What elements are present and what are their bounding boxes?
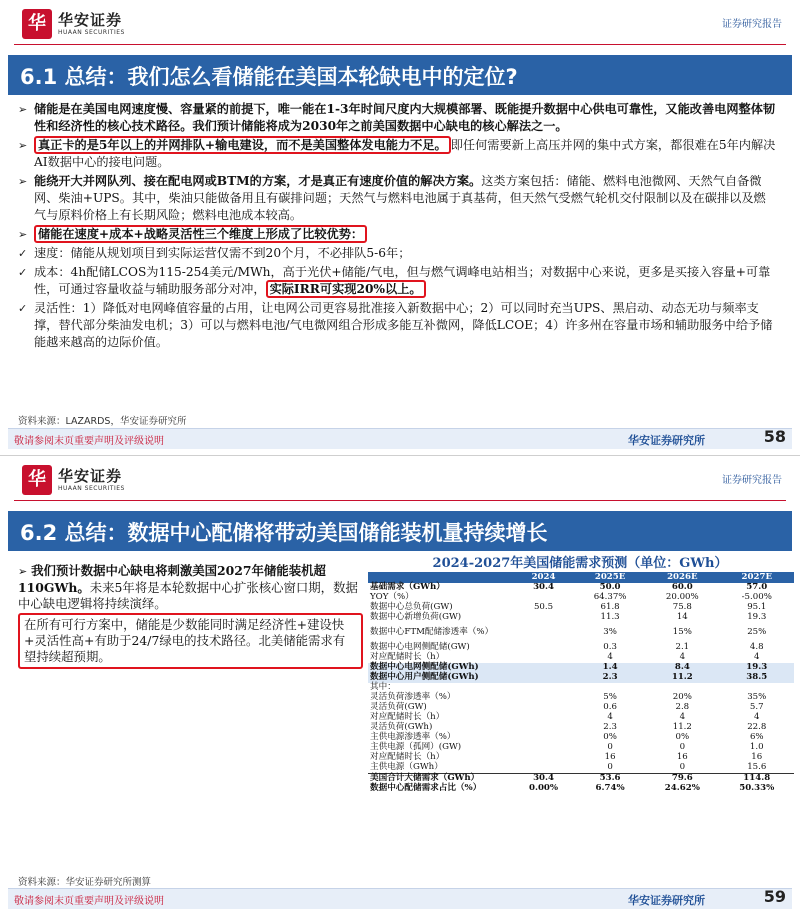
source-note: 资料来源：LAZARDS，华安证券研究所 — [18, 416, 187, 427]
table-cell: 4.8 — [749, 642, 764, 653]
table-cell: 8.4 — [645, 663, 719, 673]
table-cell: 16 — [676, 752, 688, 763]
check-icon: ✓ — [18, 266, 28, 279]
table-cell: 15.6 — [747, 762, 767, 773]
table-body — [368, 583, 794, 794]
bullet-paragraph — [18, 173, 776, 224]
table-cell: 0 — [607, 762, 613, 773]
table-row — [368, 784, 794, 794]
table-cell: 30.4 — [512, 774, 575, 785]
disclaimer-link[interactable]: 敬请参阅末页重要声明及评级说明 — [14, 896, 164, 907]
row-label: 美国合计大储需求（GWh） — [368, 774, 512, 785]
table-cell: 4 — [679, 712, 686, 723]
logo-chinese-name: 华安证券 — [58, 11, 123, 29]
table-cell: 53.6 — [575, 774, 645, 785]
row-label: 主供电源（GWh） — [370, 762, 443, 773]
slide-title: 6.2 总结：数据中心配储将带动美国储能装机量持续增长 — [20, 521, 548, 545]
logo-mark-icon: 华 — [22, 9, 52, 39]
table-cell: 1.4 — [575, 663, 645, 673]
check-item — [18, 264, 776, 298]
table-cell — [512, 733, 575, 743]
table-cell: 38.5 — [720, 673, 794, 683]
table-cell: 20.00% — [665, 592, 699, 603]
slide-title: 6.1 总结：我们怎么看储能在美国本轮缺电中的定位? — [20, 65, 518, 89]
arrow-bullet-icon: ➢ — [18, 139, 28, 152]
table-cell — [512, 683, 575, 693]
table-cell: 95.1 — [747, 602, 767, 613]
row-label: 数据中心配储需求占比（%） — [370, 783, 482, 794]
table-cell: 35% — [747, 692, 767, 703]
table-cell: 50.5 — [533, 602, 554, 613]
table-cell: 19.3 — [720, 663, 794, 673]
row-label: 灵活负荷(GW) — [370, 702, 427, 713]
footer-institute: 华安证券研究所 — [628, 894, 705, 907]
column-header: 2027E — [720, 572, 794, 583]
table-cell: 5% — [603, 692, 617, 703]
highlight-box-text: 真正卡的是5年以上的并网排队+输电建设，而不是美国整体发电能力不足。 — [34, 136, 451, 154]
page-number: 59 — [763, 887, 786, 906]
row-label: 数据中心电网侧配储(GW) — [370, 642, 470, 653]
table-cell: 2.3 — [603, 722, 617, 733]
slide-body — [18, 101, 776, 353]
arrow-bullet-icon: ➢ — [18, 228, 28, 241]
footer-institute: 华安证券研究所 — [628, 434, 705, 447]
slide-58 — [0, 0, 800, 455]
row-label: 数据中心用户侧配储(GWh) — [368, 673, 512, 683]
table-cell: 0 — [679, 742, 686, 753]
table-cell: 11.3 — [600, 612, 620, 623]
highlight-box — [18, 613, 363, 669]
table-cell: 2.8 — [675, 702, 690, 713]
table-cell: 14 — [676, 612, 688, 623]
table-cell — [512, 613, 575, 623]
row-label: 数据中心FTM配储渗透率（%） — [370, 627, 494, 638]
table-cell: 15% — [672, 627, 692, 638]
table-cell — [512, 753, 575, 763]
bullet-paragraph — [18, 226, 776, 243]
check-icon: ✓ — [18, 247, 28, 260]
logo-chinese-name: 华安证券 — [58, 467, 123, 485]
arrow-bullet-icon: ➢ — [18, 175, 28, 188]
disclaimer-link[interactable]: 敬请参阅末页重要声明及评级说明 — [14, 436, 164, 447]
table-cell — [512, 743, 575, 753]
table-row — [368, 693, 794, 703]
slide-title-bar — [8, 511, 792, 551]
table-cell — [512, 673, 575, 683]
table-cell: 4 — [607, 712, 613, 723]
bullet-paragraph — [18, 101, 776, 135]
row-label: 基础需求（GWh） — [370, 582, 445, 593]
table-cell: 4 — [607, 652, 613, 663]
logo-english-name: HUAAN SECURITIES — [58, 29, 125, 36]
check-item-text: 速度：储能从规划项目到实际运营仅需不到20个月，不必排队5-6年； — [34, 246, 411, 260]
row-label: 数据中心总负荷(GW) — [370, 602, 453, 613]
table-cell: 0 — [607, 742, 613, 753]
check-item-text: 灵活性：1）降低对电网峰值容量的占用，让电网公司更容易批准接入新数据中心；2）可以同时充当UPS、黑启动、动态无功与频率支撑，替代部分柴油发电机；3）可以与燃料电池/气电微网组合形成多能互补微网，降低LCOE；4）许多州在容量市场和辅助服务中给予储能越来越高的边际价值。 — [34, 301, 773, 349]
table-row — [368, 763, 794, 774]
table-cell: 64.37% — [593, 592, 627, 603]
table-cell: 0% — [675, 732, 690, 743]
table-cell: 0.00% — [528, 783, 559, 794]
table-cell — [512, 663, 575, 673]
summary-paragraph — [18, 563, 363, 669]
table-cell: 4 — [754, 652, 760, 663]
table-cell: 0.6 — [603, 702, 617, 713]
bullet-paragraph — [18, 137, 776, 171]
logo-mark-icon: 华 — [22, 465, 52, 495]
arrow-bullet-icon: ➢ — [18, 103, 28, 116]
table-cell: 5.7 — [749, 702, 764, 713]
table-cell: 22.8 — [747, 722, 767, 733]
table-cell: 19.3 — [747, 612, 767, 623]
header-divider — [14, 500, 786, 501]
row-label: 主供电源（孤网）(GW) — [370, 742, 462, 753]
table-cell: 24.62% — [664, 783, 700, 794]
table-cell — [512, 643, 575, 653]
table-cell — [512, 628, 575, 638]
table-cell: 1.0 — [749, 742, 764, 753]
table-cell — [512, 723, 575, 733]
check-item-text: 成本：4h配储LCOS为115-254美元/MWh，高于光伏+储能/气电，但与燃气调峰电站相当；对数据中心来说，更多是买接入容量+可靠性，可通过容量收益与辅助服务部分对冲， — [34, 265, 771, 296]
table-cell: 30.4 — [533, 582, 554, 593]
row-label: 主供电源渗透率（%） — [370, 732, 456, 743]
arrow-bullet-icon: ➢ — [18, 565, 28, 578]
check-item — [18, 300, 776, 351]
table-cell: 11.2 — [645, 673, 719, 683]
table-cell: 6% — [749, 732, 764, 743]
footer-bar — [8, 428, 792, 449]
table-row — [368, 613, 794, 623]
footer-bar — [8, 888, 792, 909]
table-row — [368, 583, 794, 593]
table-cell: 20% — [672, 692, 692, 703]
table-cell: 16 — [751, 752, 763, 763]
column-header: 2024 — [512, 572, 575, 583]
table-cell: 2.3 — [575, 673, 645, 683]
row-label: 对应配储时长（h） — [370, 712, 445, 723]
row-label: 对应配储时长（h） — [370, 652, 445, 663]
slide-title-bar — [8, 55, 792, 95]
table-cell — [512, 763, 575, 774]
header-divider — [14, 44, 786, 45]
check-item — [18, 245, 776, 262]
source-note: 资料来源：华安证券研究所测算 — [18, 877, 152, 888]
table-row — [368, 628, 794, 638]
check-icon: ✓ — [18, 302, 28, 315]
table-cell: 0 — [679, 762, 686, 773]
table-cell: 0.3 — [603, 642, 617, 653]
column-header: 2025E — [575, 572, 645, 583]
page-number: 58 — [763, 427, 786, 446]
highlight-box-text: 在所有可行方案中，储能是少数能同时满足经济性+建设快+灵活性高+有助于24/7绿电的技术路径。北美储能需求有望持续超预期。 — [24, 617, 346, 664]
row-label: 灵活负荷(GWh) — [370, 722, 433, 733]
summary-bold-text: 我们预计数据中心缺电将刺激美国2027年储能装机超110GWh。 — [18, 563, 326, 595]
table-cell: 75.8 — [672, 602, 692, 613]
bullet-text: 这类方案包括：储能、燃料电池微网、天然气自备微网、柴油+UPS。其中，柴油只能做备用且有碳排问题；天然气与燃料电池属于真基荷，但天然气受燃气轮机交付限制以及在碳排以及燃气与原料价格上有长期风险；燃料电池成本较高。 — [34, 174, 766, 222]
row-label: 数据中心新增负荷(GW) — [370, 612, 462, 623]
table-cell — [512, 703, 575, 713]
table-cell — [512, 713, 575, 723]
logo-english-name: HUAAN SECURITIES — [58, 485, 125, 492]
row-label: 对应配储时长（h） — [370, 752, 445, 763]
summary-text: 未来5年将是本轮数据中心扩张核心窗口期，数据中心缺电逻辑将持续演绎。 — [18, 580, 358, 611]
table-cell: 3% — [603, 627, 617, 638]
report-type-tag: 证券研究报告 — [722, 19, 782, 30]
table-cell: 61.8 — [600, 602, 620, 613]
table-title: 2024-2027年美国储能需求预测（单位：GWh） — [432, 556, 728, 571]
demand-forecast-table — [368, 572, 794, 794]
table-cell: 4 — [754, 712, 760, 723]
table-cell: 4 — [679, 652, 686, 663]
bullet-text: 即任何需要新上高压并网的集中式方案，都很难在5年内解决AI数据中心的接电问题。 — [34, 138, 776, 169]
table-cell: 16 — [604, 752, 616, 763]
highlight-box-text: 实际IRR可实现20%以上。 — [266, 280, 426, 298]
table-cell: 79.6 — [645, 774, 719, 785]
row-label: 数据中心电网侧配储(GWh) — [368, 663, 512, 673]
table-row — [368, 673, 794, 683]
table-cell: 50.33% — [739, 783, 775, 794]
table-cell — [512, 653, 575, 663]
table-cell: 0% — [603, 732, 617, 743]
bullet-text: 储能是在美国电网速度慢、容量紧的前提下，唯一能在1-3年时间尺度内大规模部署、既能提升数据中心供电可靠性，又能改善电网整体韧性和经济性的核心技术路径。我们预计储能将成为2030年之前美国数据中心缺电的核心解法之一。 — [34, 102, 776, 133]
highlight-box-text: 储能在速度+成本+战略灵活性三个维度上形成了比较优势： — [34, 225, 367, 243]
table-cell: -5.00% — [741, 592, 772, 603]
column-header: 2026E — [645, 572, 719, 583]
table-cell: 25% — [747, 627, 767, 638]
table-cell — [512, 693, 575, 703]
table-cell: 6.74% — [595, 783, 625, 794]
table-cell: 60.0 — [671, 582, 693, 593]
bullet-bold-text: 能绕开大并网队列、接在配电网或BTM的方案，才是真正有速度价值的解决方案。 — [34, 174, 482, 188]
table-cell: 11.2 — [672, 722, 692, 733]
table-cell: 57.0 — [746, 582, 768, 593]
row-label: 灵活负荷渗透率（%） — [370, 692, 456, 703]
row-label: YOY（%） — [370, 592, 414, 603]
table-cell: 2.1 — [675, 642, 690, 653]
report-type-tag: 证券研究报告 — [722, 475, 782, 486]
row-label: 其中： — [370, 682, 396, 693]
table-cell: 50.0 — [599, 582, 621, 593]
table-cell: 114.8 — [720, 774, 794, 785]
